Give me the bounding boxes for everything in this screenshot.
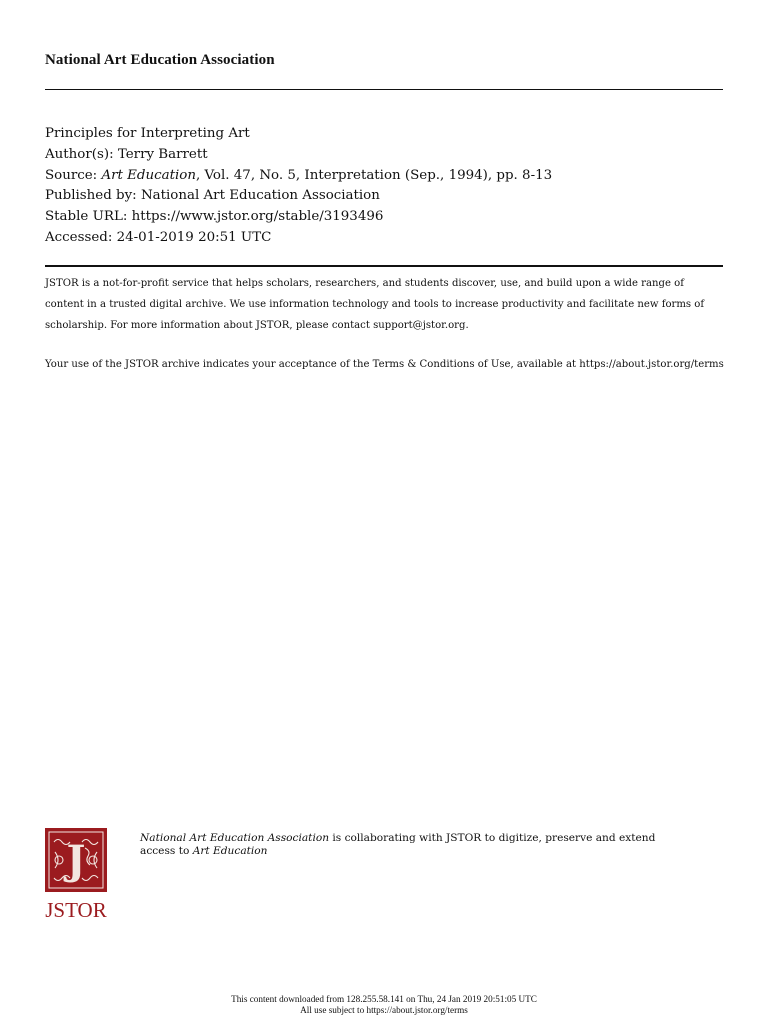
source-journal: Art Education — [101, 167, 196, 183]
footer-download-line: This content downloaded from 128.255.58.141 on Thu, 24 Jan 2019 20:51:05 UTC — [231, 994, 537, 1004]
download-footer — [0, 994, 768, 1016]
collaboration-org: National Art Education Association — [140, 832, 330, 844]
collaboration-text: is collaborating with JSTOR to digitize, preserve and extend access to — [140, 832, 656, 857]
collaboration-statement — [140, 832, 680, 858]
stable-url-line — [45, 207, 552, 228]
source-details: , Vol. 47, No. 5, Interpretation (Sep., 1994), pp. 8-13 — [195, 167, 553, 183]
accessed-line — [45, 228, 552, 249]
logo-wordmark: JSTOR — [45, 898, 107, 922]
stable-url-link[interactable]: https://www.jstor.org/stable/3193496 — [131, 209, 384, 225]
jstor-logo-icon — [45, 828, 107, 922]
authors-value: Terry Barrett — [117, 146, 208, 162]
accessed-value: 24-01-2019 20:51 UTC — [116, 229, 272, 245]
collaboration-journal: Art Education — [192, 845, 268, 857]
accessed-label: Accessed: — [45, 229, 117, 245]
source-line — [45, 166, 552, 187]
source-label: Source: — [45, 167, 102, 183]
jstor-notice: JSTOR is a not-for-profit service that helps scholars, researchers, and students discover, use, and build upon a wide range of content in a trusted digital archive. We use information technology and tools to increase productivity and facilitate new forms of scholarship. For more information about JSTOR, please contact support@jstor.org. — [45, 278, 705, 331]
top-divider — [45, 89, 723, 90]
article-metadata — [45, 124, 552, 249]
publisher-name: National Art Education Association — [45, 52, 275, 68]
published-by-label: Published by: — [45, 188, 141, 204]
published-by-line — [45, 186, 552, 207]
footer-terms-line: All use subject to https://about.jstor.org/terms — [300, 1005, 468, 1015]
stable-url-label: Stable URL: — [45, 209, 132, 225]
article-title: Principles for Interpreting Art — [45, 126, 250, 141]
middle-divider — [45, 265, 723, 267]
published-by-value: National Art Education Association — [140, 188, 380, 204]
authors-line — [45, 145, 552, 166]
terms-notice: Your use of the JSTOR archive indicates your acceptance of the Terms & Conditions of Use, available at https://about.jstor.org/terms — [45, 359, 724, 370]
logo-monogram: J — [66, 837, 86, 884]
authors-label: Author(s): — [45, 146, 118, 162]
